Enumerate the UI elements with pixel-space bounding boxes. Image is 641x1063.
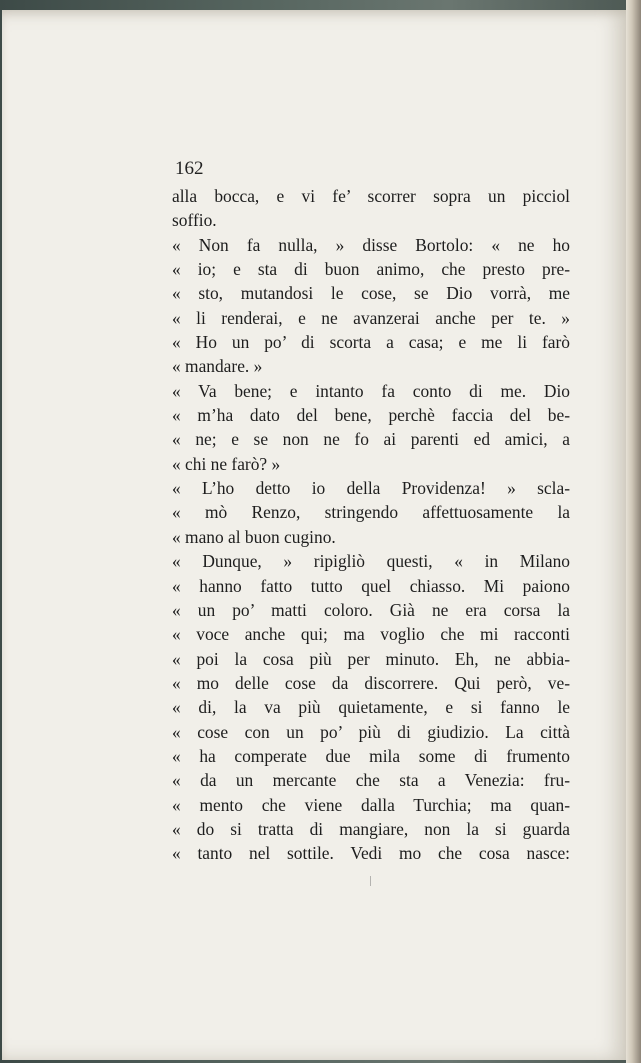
text-line: « Dunque, » ripigliò questi, « in Milano bbox=[172, 551, 570, 572]
text-line: « sto, mutandosi le cose, se Dio vorrà, me bbox=[172, 283, 570, 304]
text-line: « Ho un po’ di scorta a casa; e me li farò bbox=[172, 332, 570, 353]
text-line: « un po’ matti coloro. Già ne era corsa la bbox=[172, 599, 570, 620]
text-line: « io; e sta di buon animo, che presto pre- bbox=[172, 259, 570, 280]
text-line: « mano al buon cugino. bbox=[172, 526, 336, 547]
text-line: « do si tratta di mangiare, non la si guarda bbox=[172, 818, 570, 839]
text-line: « ha comperate due mila some di frumento bbox=[172, 745, 570, 766]
text-line: « hanno fatto tutto quel chiasso. Mi paiono bbox=[172, 575, 570, 596]
text-line: « mento che viene dalla Turchia; ma quan- bbox=[172, 794, 570, 815]
text-line: « cose con un po’ più di giudizio. La città bbox=[172, 721, 570, 742]
text-line: « mandare. » bbox=[172, 356, 263, 377]
text-line: soffio. bbox=[172, 210, 217, 231]
text-line: « tanto nel sottile. Vedi mo che cosa nasce: bbox=[172, 843, 570, 864]
text-line: « poi la cosa più per minuto. Eh, ne abbia- bbox=[172, 648, 570, 669]
text-line: « mo delle cose da discorrere. Qui però, ve- bbox=[172, 672, 570, 693]
text-line: « chi ne farò? » bbox=[172, 453, 281, 474]
text-line: « li renderai, e ne avanzerai anche per te. » bbox=[172, 307, 570, 328]
page-number: 162 bbox=[175, 158, 204, 179]
text-line: « L’ho detto io della Providenza! » scla- bbox=[172, 478, 570, 499]
page-text bbox=[172, 184, 570, 866]
text-line: « m’ha dato del bene, perchè faccia del be- bbox=[172, 405, 570, 426]
text-line: « voce anche qui; ma voglio che mi racconti bbox=[172, 624, 570, 645]
text-line: « di, la va più quietamente, e si fanno le bbox=[172, 697, 570, 718]
text-line: « Non fa nulla, » disse Bortolo: « ne ho bbox=[172, 234, 570, 255]
text-line: « da un mercante che sta a Venezia: fru- bbox=[172, 770, 570, 791]
text-line: alla bocca, e vi fe’ scorrer sopra un picciol bbox=[172, 186, 570, 206]
text-line: « ne; e se non ne fo ai parenti ed amici, a bbox=[172, 429, 570, 450]
page-edge bbox=[626, 0, 641, 1063]
text-line: « mò Renzo, stringendo affettuosamente la bbox=[172, 502, 570, 523]
pencil-mark bbox=[370, 876, 371, 886]
text-line: « Va bene; e intanto fa conto di me. Dio bbox=[172, 380, 570, 401]
